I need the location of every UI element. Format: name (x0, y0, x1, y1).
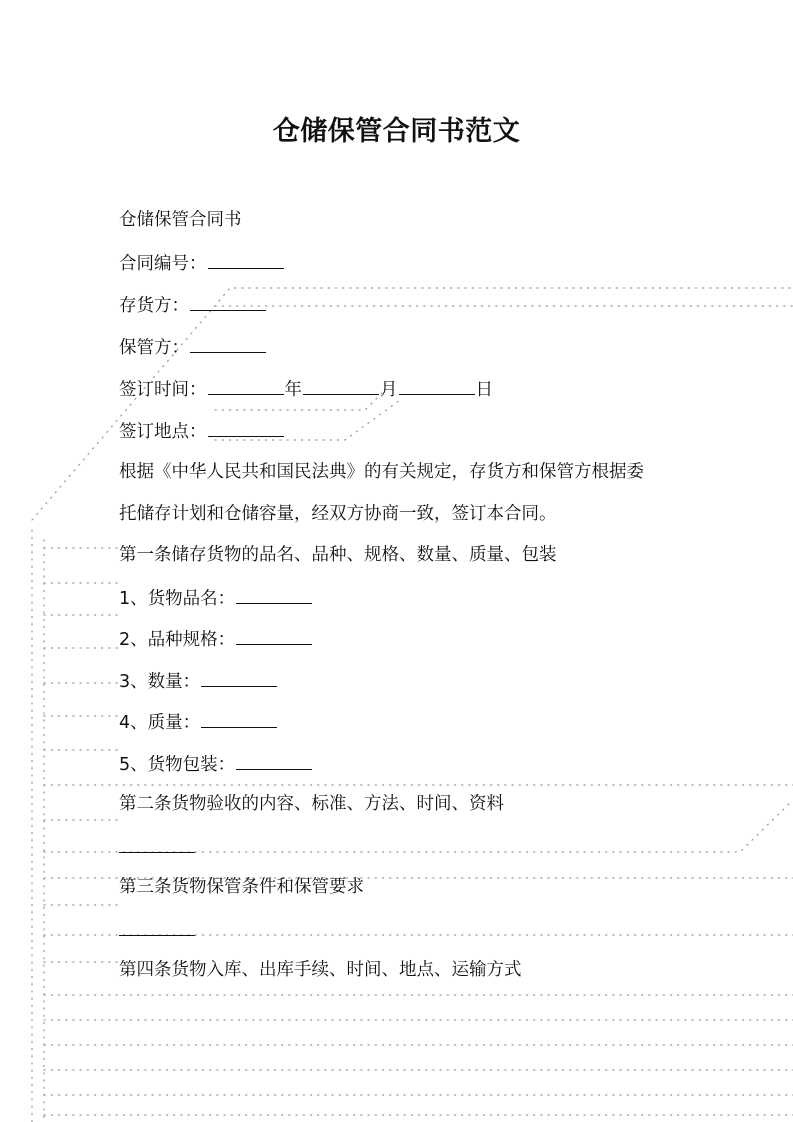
item-5-label: 5、货物包装： (119, 755, 236, 775)
intro-line-1: 根据《中华人民共和国民法典》的有关规定，存货方和保管方根据委 (119, 462, 644, 482)
item-5-line (119, 752, 313, 776)
item-3-blank (201, 669, 277, 687)
custodian-blank (190, 335, 266, 353)
day-blank (399, 377, 475, 395)
item-4-blank (201, 710, 277, 728)
item-2-label: 2、品种规格： (119, 630, 236, 650)
item-5-blank (236, 752, 312, 770)
year-label: 年 (284, 380, 302, 400)
item-3-line (119, 669, 278, 693)
sign-place-label: 签订地点： (119, 422, 207, 442)
item-2-line (119, 627, 313, 651)
item-1-label: 1、货物品名： (119, 589, 236, 609)
article-3: 第三条货物保管条件和保管要求 (119, 877, 364, 897)
contract-number-label: 合同编号： (119, 254, 207, 274)
article-2-blank (119, 835, 195, 853)
sign-time-line (119, 377, 493, 401)
article-3-blank-line (119, 918, 195, 942)
item-1-line (119, 586, 313, 610)
document-title: 仓储保管合同书范文 (272, 116, 521, 147)
article-4: 第四条货物入库、出库手续、时间、地点、运输方式 (119, 960, 522, 980)
item-3-label: 3、数量： (119, 672, 201, 692)
sign-place-blank (208, 419, 284, 437)
custodian-line (119, 335, 267, 359)
contract-heading: 仓储保管合同书 (119, 210, 242, 230)
contract-number-blank (208, 251, 284, 269)
month-label: 月 (380, 380, 398, 400)
item-4-line (119, 710, 278, 734)
day-label: 日 (475, 380, 493, 400)
intro-line-2: 托储存计划和仓储容量，经双方协商一致，签订本合同。 (119, 504, 557, 524)
item-4-label: 4、质量： (119, 713, 201, 733)
contract-number-line (119, 251, 285, 275)
custodian-label: 保管方： (119, 338, 189, 358)
article-1: 第一条储存货物的品名、品种、规格、数量、质量、包装 (119, 545, 557, 565)
article-2: 第二条货物验收的内容、标准、方法、时间、资料 (119, 794, 504, 814)
sign-time-label: 签订时间： (119, 380, 207, 400)
article-3-blank (119, 918, 195, 936)
item-2-blank (236, 627, 312, 645)
year-blank (208, 377, 284, 395)
item-1-blank (236, 586, 312, 604)
article-2-blank-line (119, 835, 195, 859)
sign-place-line (119, 419, 285, 443)
depositor-label: 存货方： (119, 296, 189, 316)
month-blank (303, 377, 379, 395)
depositor-blank (190, 293, 266, 311)
depositor-line (119, 293, 267, 317)
